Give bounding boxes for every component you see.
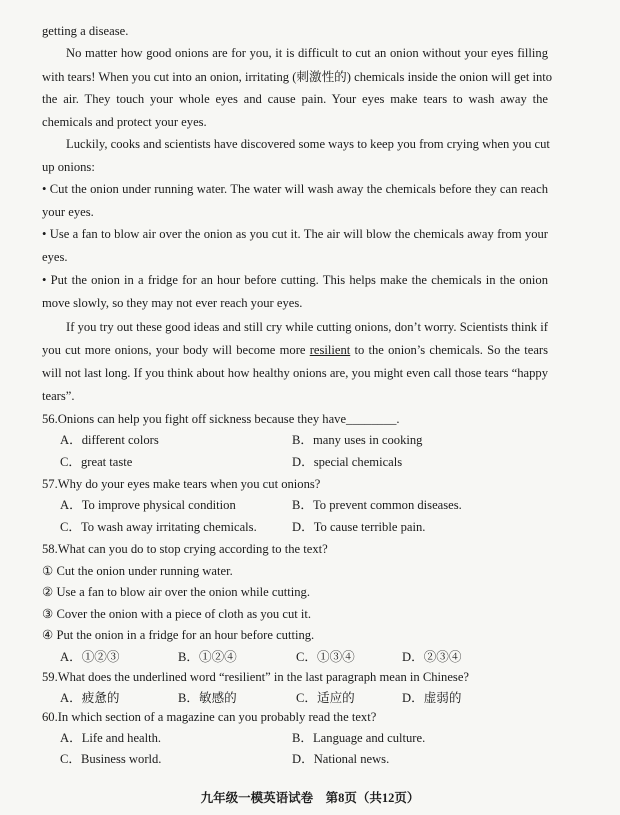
passage-line: chemicals and protect your eyes.	[42, 115, 207, 129]
passage-line: up onions:	[42, 160, 95, 174]
option-b: B．To prevent common diseases.	[292, 498, 462, 512]
question-stem: 56.Onions can help you fight off sickness because they have________.	[42, 412, 400, 426]
statement-4: ④ Put the onion in a fridge for an hour before cutting.	[42, 628, 315, 642]
passage-line: with tears! When you cut into an onion, irritating (刺激性的) chemicals inside the onion will get into	[42, 70, 553, 84]
passage-line	[42, 343, 548, 358]
option-b: B．Language and culture.	[292, 731, 426, 745]
passage-line: • Use a fan to blow air over the onion as you cut it. The air will blow the chemicals away from your	[42, 227, 548, 241]
option-c: C．great taste	[60, 455, 133, 469]
option-a: A．Life and health.	[60, 731, 162, 745]
option-c: C．Business world.	[60, 752, 162, 766]
underlined-word-resilient: resilient	[309, 343, 351, 357]
passage-line: No matter how good onions are for you, it is difficult to cut an onion without your eyes filling	[66, 46, 548, 60]
passage-line: eyes.	[42, 250, 68, 264]
passage-line: will not last long. If you think about how healthy onions are, you might even call those tears “happy	[42, 366, 548, 380]
option-d: D．②③④	[402, 650, 462, 664]
option-c: C．To wash away irritating chemicals.	[60, 520, 257, 534]
passage-line: getting a disease.	[42, 24, 129, 38]
statement-1: ① Cut the onion under running water.	[42, 564, 233, 578]
statement-2: ② Use a fan to blow air over the onion while cutting.	[42, 585, 310, 599]
option-b: B．①②④	[178, 650, 237, 664]
passage-line: move slowly, so they may not ever reach your eyes.	[42, 296, 303, 310]
passage-line: tears”.	[42, 389, 75, 403]
option-d: D．National news.	[292, 752, 390, 766]
option-d: D．To cause terrible pain.	[292, 520, 426, 534]
statement-3: ③ Cover the onion with a piece of cloth as you cut it.	[42, 607, 312, 621]
passage-text: you cut more onions, your body will become more	[42, 343, 310, 357]
passage-text: to the onion’s chemicals. So the tears	[350, 343, 548, 357]
question-stem: 60.In which section of a magazine can you probably read the text?	[42, 710, 377, 724]
passage-line: If you try out these good ideas and still cry while cutting onions, don’t worry. Scientists think if	[66, 320, 548, 334]
option-d: D．special chemicals	[292, 455, 403, 469]
passage-line: your eyes.	[42, 205, 94, 219]
page-footer: 九年级一模英语试卷 第8页（共12页）	[200, 791, 420, 805]
question-stem: 57.Why do your eyes make tears when you cut onions?	[42, 477, 321, 491]
option-b: B．many uses in cooking	[292, 433, 423, 447]
question-stem: 58.What can you do to stop crying according to the text?	[42, 542, 328, 556]
option-a: A．①②③	[60, 650, 120, 664]
passage-line: Luckily, cooks and scientists have discovered some ways to keep you from crying when you cut	[66, 137, 550, 151]
option-d: D．虚弱的	[402, 691, 462, 705]
passage-line: • Cut the onion under running water. The water will wash away the chemicals before they can reach	[42, 182, 548, 196]
passage-line: the air. They touch your whole eyes and cause pain. Your eyes make tears to wash away the	[42, 92, 548, 106]
option-a: A．To improve physical condition	[60, 498, 236, 512]
option-a: A．疲惫的	[60, 691, 120, 705]
option-c: C．适应的	[296, 691, 355, 705]
option-a: A．different colors	[60, 433, 159, 447]
question-stem: 59.What does the underlined word “resilient” in the last paragraph mean in Chinese?	[42, 670, 469, 684]
passage-line: • Put the onion in a fridge for an hour before cutting. This helps make the chemicals in the onion	[42, 273, 548, 287]
option-c: C．①③④	[296, 650, 355, 664]
option-b: B．敏感的	[178, 691, 237, 705]
